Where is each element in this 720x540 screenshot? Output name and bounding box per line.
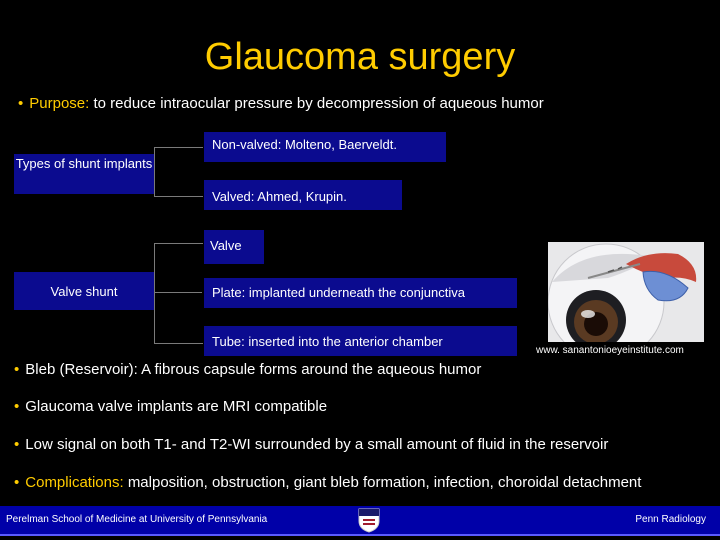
valved-box: Valved: Ahmed, Krupin. <box>204 180 402 210</box>
eye-implant-illustration <box>548 242 704 342</box>
slide-title: Glaucoma surgery <box>204 36 516 78</box>
bullet-text: Bleb (Reservoir): A fibrous capsule forms around the aqueous humor <box>25 361 482 378</box>
bullet-signal <box>14 436 608 453</box>
non-valved-box: Non-valved: Molteno, Baerveldt. <box>204 132 446 162</box>
image-credit: www. sanantonioeyeinstitute.com <box>536 345 684 356</box>
bullet-text: malposition, obstruction, giant bleb formation, infection, choroidal detachment <box>127 474 642 491</box>
penn-shield-logo <box>356 507 382 533</box>
footer <box>0 506 720 540</box>
purpose-label: Purpose: <box>29 95 90 112</box>
bullet-marker: • <box>14 361 20 378</box>
bullet-marker: • <box>18 95 24 112</box>
complications-label: Complications: <box>25 474 124 491</box>
bullet-bleb <box>14 361 481 378</box>
plate-box: Plate: implanted underneath the conjunctiva <box>204 278 517 308</box>
bullet-text: Glaucoma valve implants are MRI compatible <box>25 398 328 415</box>
bullet-text: Low signal on both T1- and T2-WI surrounded by a small amount of fluid in the reservoir <box>25 436 609 453</box>
bullet-marker: • <box>14 436 20 453</box>
tube-box: Tube: inserted into the anterior chamber <box>204 326 517 356</box>
bullet-complications <box>14 474 641 491</box>
footer-department: Penn Radiology <box>635 514 706 525</box>
valve-box: Valve <box>204 230 264 264</box>
bullet-marker: • <box>14 474 20 491</box>
purpose-line <box>18 95 544 112</box>
bullet-marker: • <box>14 398 20 415</box>
bullet-mri <box>14 398 327 415</box>
connector-line <box>154 292 202 293</box>
shunt-types-box: Types of shunt implants <box>14 154 154 194</box>
connector-bracket <box>154 147 203 197</box>
valve-shunt-box: Valve shunt <box>14 272 154 310</box>
footer-institution: Perelman School of Medicine at University of Pennsylvania <box>6 514 268 525</box>
connector-bracket <box>154 243 203 344</box>
footer-divider <box>0 534 720 536</box>
purpose-text: to reduce intraocular pressure by decompression of aqueous humor <box>93 95 544 112</box>
